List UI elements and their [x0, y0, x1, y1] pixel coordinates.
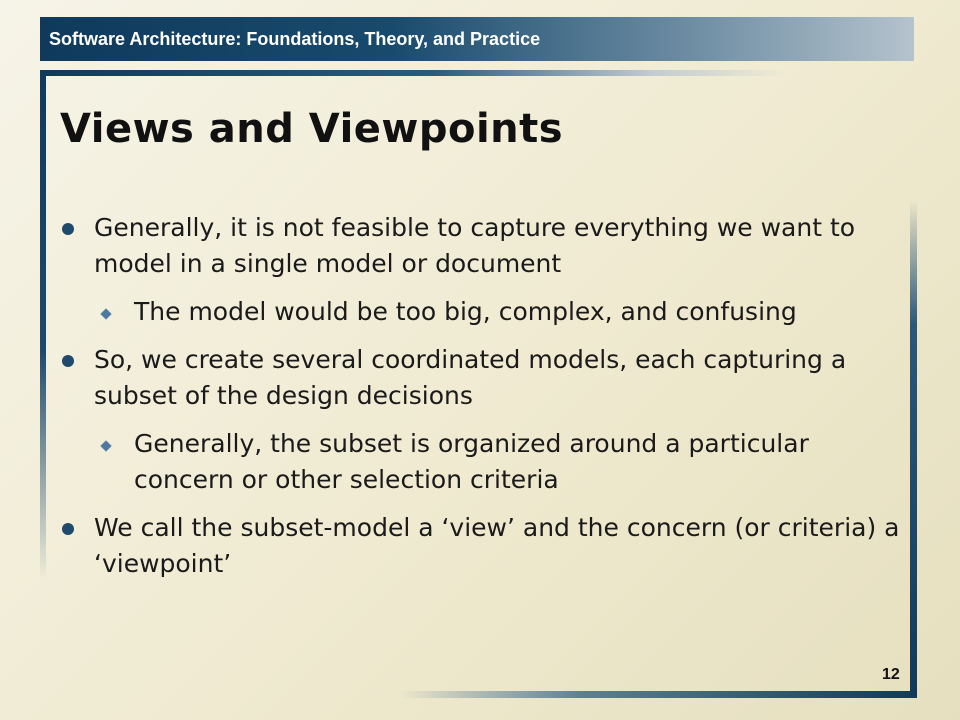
bullet-item: [60, 210, 900, 282]
bullet-dot-icon: [62, 355, 74, 367]
diamond-bullet-icon: [100, 308, 111, 319]
frame-right-border: [910, 200, 917, 698]
sub-bullet-text: Generally, the subset is organized around a particular concern or other selection criteria: [134, 429, 809, 494]
bullet-dot-icon: [62, 523, 74, 535]
frame-bottom-border: [400, 691, 917, 698]
frame-left-border: [40, 70, 46, 580]
sub-bullet-item: [60, 426, 900, 498]
bullet-item: [60, 510, 900, 582]
bullet-text: Generally, it is not feasible to capture everything we want to model in a single model or document: [94, 213, 856, 278]
bullet-list: [60, 210, 900, 594]
diamond-bullet-icon: [100, 440, 111, 451]
page-number: 12: [882, 666, 900, 683]
slide-title: Views and Viewpoints: [60, 106, 564, 152]
course-header: Software Architecture: Foundations, Theory, and Practice: [40, 17, 914, 61]
sub-bullet-item: [60, 294, 900, 330]
bullet-item: [60, 342, 900, 414]
sub-bullet-text: The model would be too big, complex, and confusing: [134, 297, 797, 326]
frame-top-border: [40, 70, 916, 76]
bullet-dot-icon: [62, 223, 74, 235]
bullet-text: We call the subset-model a ‘view’ and the concern (or criteria) a ‘viewpoint’: [94, 513, 900, 578]
bullet-text: So, we create several coordinated models, each capturing a subset of the design decisions: [94, 345, 847, 410]
